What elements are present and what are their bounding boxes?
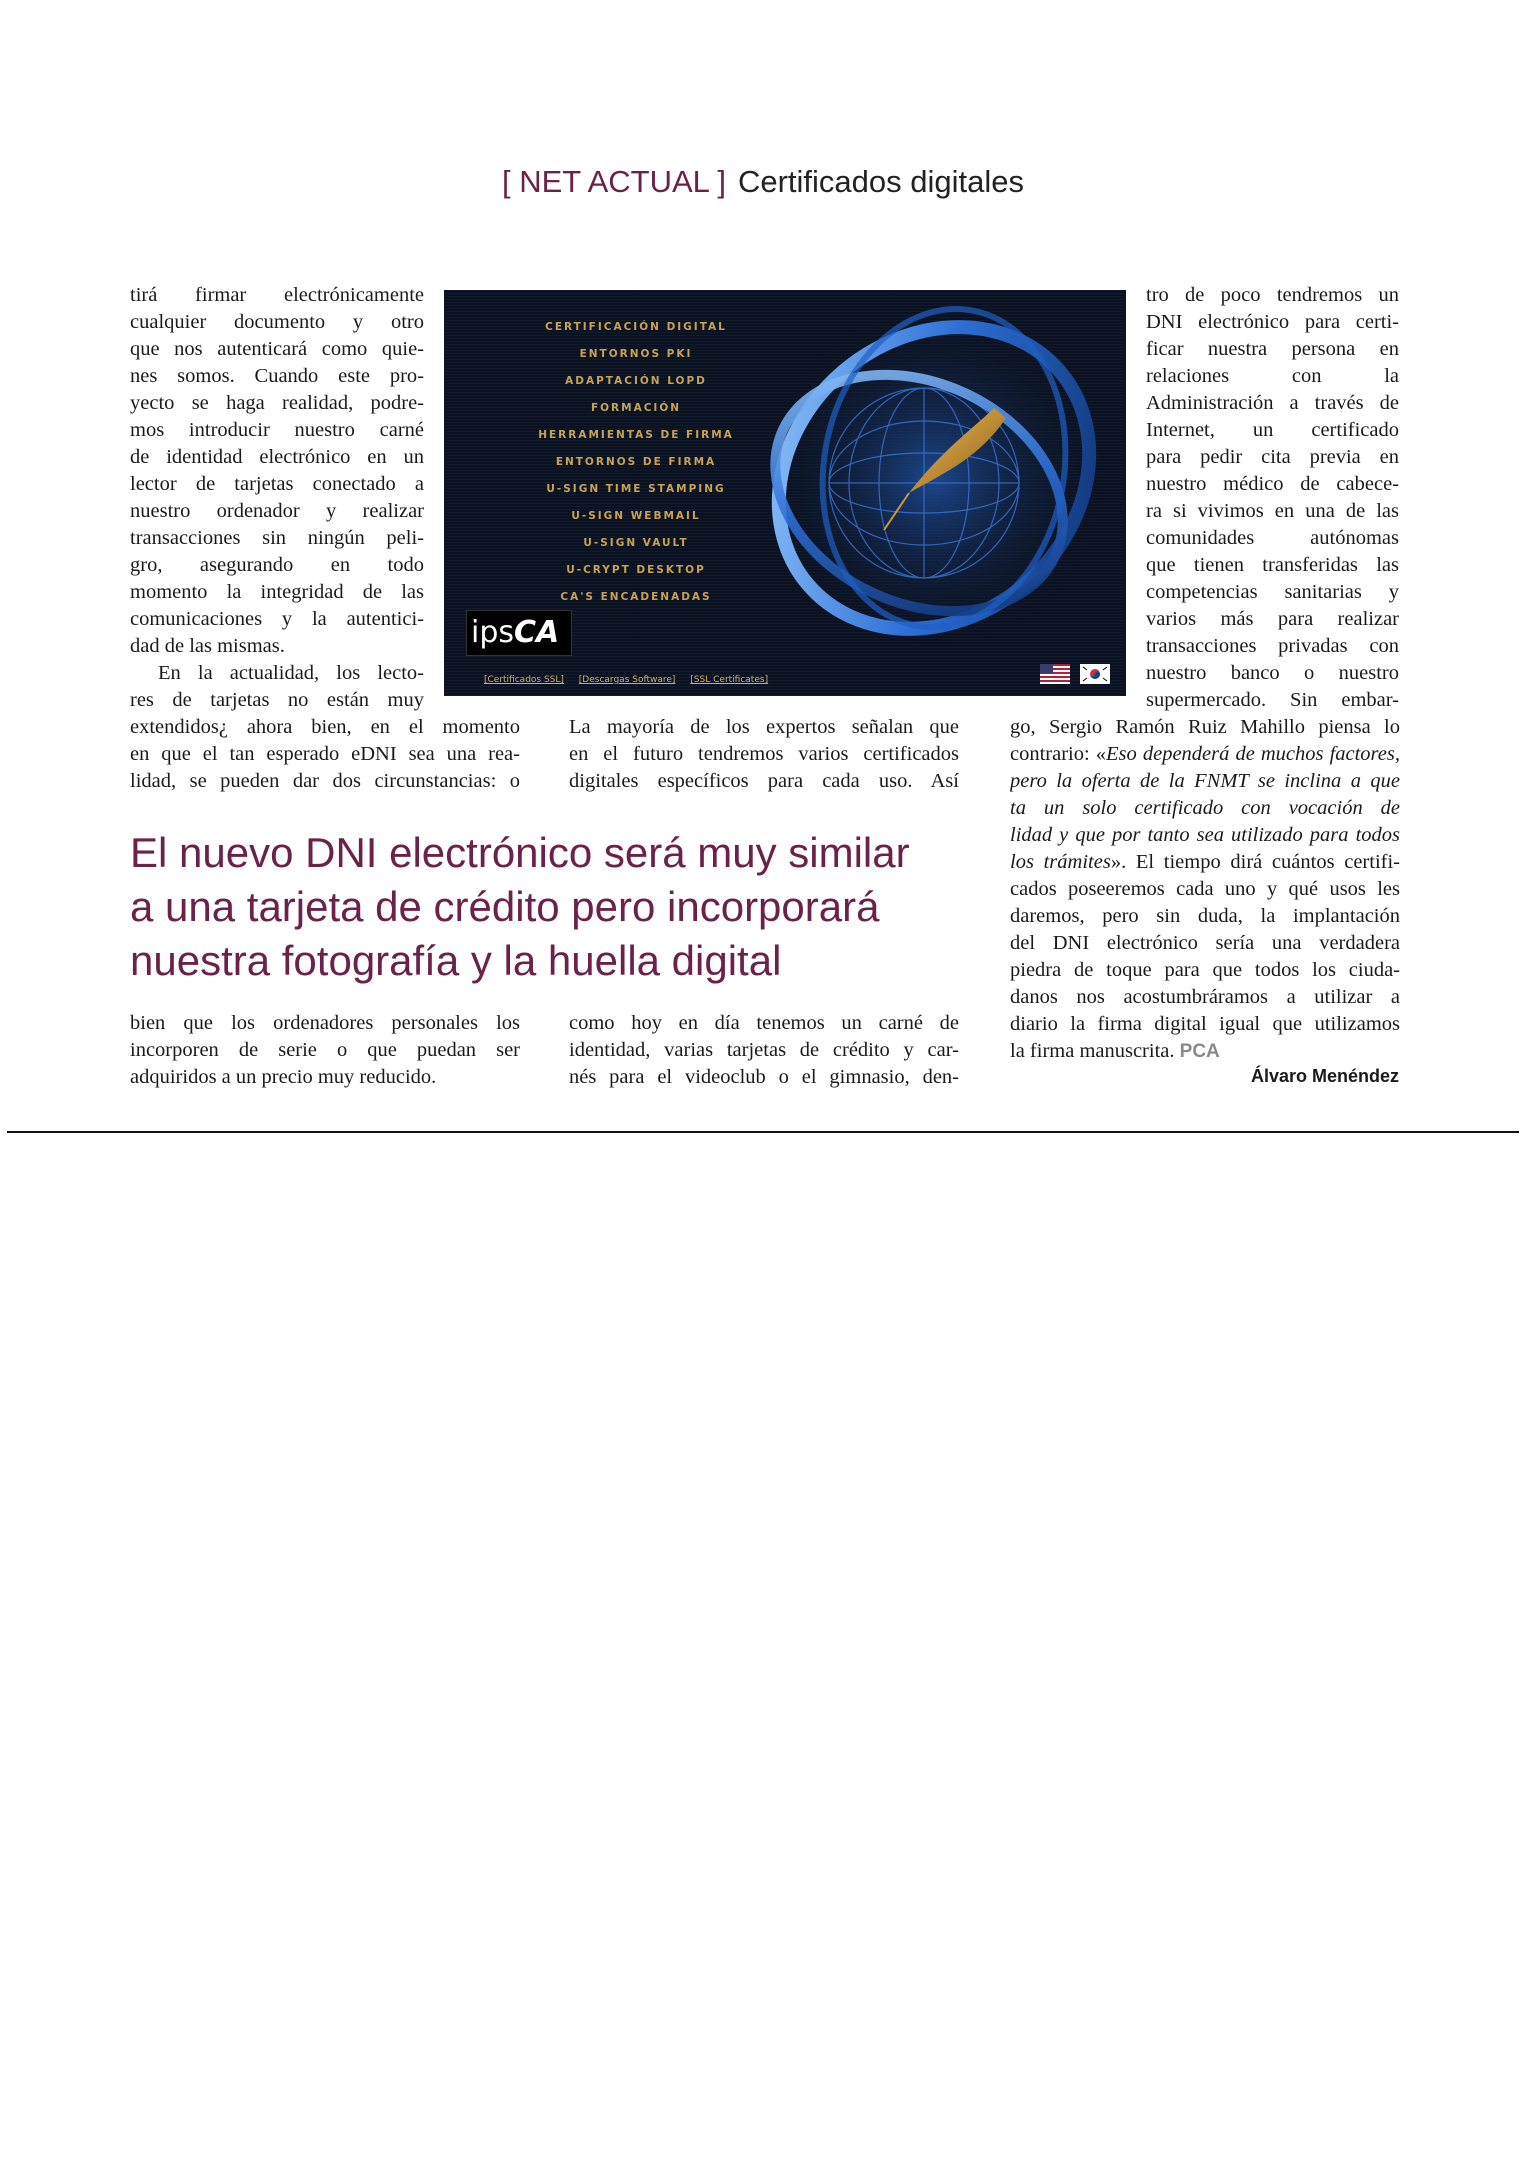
text-line: como hoy en día tenemos un carné de: [569, 1012, 959, 1034]
text-line: nuestro ordenador y realizar: [130, 500, 424, 522]
section-tag: [ NET ACTUAL ]: [502, 164, 726, 199]
ipsca-menu: [496, 314, 776, 611]
text-line: incorporen de serie o que puedan ser: [130, 1039, 520, 1061]
menu-item: U-SIGN TIME STAMPING: [546, 483, 726, 495]
text-line: en que el tan esperado eDNI sea una rea-: [130, 743, 520, 765]
text-line: momento la integridad de las: [130, 581, 424, 603]
text-run: la firma manuscrita.: [1010, 1040, 1180, 1062]
menu-item: ENTORNOS DE FIRMA: [555, 456, 717, 468]
text-line: daremos, pero sin duda, la implantación: [1010, 905, 1400, 927]
column-3-top: [1146, 282, 1399, 714]
text-line: cualquier documento y otro: [130, 311, 424, 333]
text-line: comunidades autónomas: [1146, 527, 1399, 549]
text-line: que nos autenticará como quie-: [130, 338, 424, 360]
text-line: res de tarjetas no están muy: [130, 689, 424, 711]
text-line: competencias sanitarias y: [1146, 581, 1399, 603]
text-line: extendidos¿ ahora bien, en el momento: [130, 716, 520, 738]
divider: [7, 1131, 1519, 1133]
quote-text: ta un solo certificado con vocación de: [1010, 797, 1400, 819]
ipsca-website-image: [444, 290, 1126, 696]
image-link: [SSL Certificates]: [690, 675, 769, 685]
kr-flag-icon: [1080, 664, 1110, 684]
column-2-top: [569, 714, 959, 795]
text-line: digitales específicos para cada uso. Así: [569, 770, 959, 792]
text-line: que tienen transferidas las: [1146, 554, 1399, 576]
text-line: transacciones privadas con: [1146, 635, 1399, 657]
text-line: ficar nuestra persona en: [1146, 338, 1399, 360]
text-line: identidad, varias tarjetas de crédito y car-: [569, 1039, 959, 1061]
text-line: varios más para realizar: [1146, 608, 1399, 630]
us-flag-icon: [1040, 664, 1070, 684]
menu-item: CA'S ENCADENADAS: [560, 591, 712, 603]
menu-item: HERRAMIENTAS DE FIRMA: [538, 429, 734, 441]
text-line: yecto se haga realidad, podre-: [130, 392, 424, 414]
menu-item: U-SIGN WEBMAIL: [571, 510, 701, 522]
text-line: para pedir cita previa en: [1146, 446, 1399, 468]
ipsca-logo: [466, 610, 572, 656]
text-line: nuestro banco o nuestro: [1146, 662, 1399, 684]
text-line: bien que los ordenadores personales los: [130, 1012, 520, 1034]
menu-item: U-SIGN VAULT: [583, 537, 689, 549]
text-line: comunicaciones y la autentici-: [130, 608, 424, 630]
text-line: de identidad electrónico en un: [130, 446, 424, 468]
pull-quote-line: nuestra fotografía y la huella digital: [130, 937, 782, 984]
text-line: mos introducir nuestro carné: [130, 419, 424, 441]
pull-quote-line: El nuevo DNI electrónico será muy similar: [130, 829, 910, 876]
quote-text: lidad y que por tanto sea utilizado para todos: [1010, 824, 1400, 846]
text-line: adquiridos a un precio muy reducido.: [130, 1066, 437, 1088]
text-line: supermercado. Sin embar-: [1146, 689, 1399, 711]
image-link: [Certificados SSL]: [484, 675, 564, 685]
text-line: piedra de toque para que todos los ciuda-: [1010, 959, 1400, 981]
section-header: [0, 164, 1526, 200]
text-line: diario la firma digital igual que utilizamos: [1010, 1013, 1400, 1035]
text-line: La mayoría de los expertos señalan que: [569, 716, 959, 738]
column-1-bottom: [130, 1010, 520, 1091]
column-1-top: [130, 282, 424, 714]
text-line: tirá firmar electrónicamente: [130, 284, 424, 306]
image-links: [484, 675, 780, 685]
text-run: contrario: «: [1010, 743, 1107, 765]
menu-item: FORMACIÓN: [590, 402, 682, 414]
text-line: DNI electrónico para certi-: [1146, 311, 1399, 333]
column-3-wide: [1010, 714, 1400, 1065]
menu-item: ADAPTACIÓN LOPD: [565, 375, 707, 387]
text-line: [1010, 741, 1400, 768]
text-line: danos nos acostumbráramos a utilizar a: [1010, 986, 1400, 1008]
quote-text: pero la oferta de la FNMT se inclina a que: [1010, 770, 1400, 792]
menu-item: CERTIFICACIÓN DIGITAL: [545, 321, 727, 333]
text-line: cados poseeremos cada uno y qué usos les: [1010, 878, 1400, 900]
text-line: Administración a través de: [1146, 392, 1399, 414]
text-line: Internet, un certificado: [1146, 419, 1399, 441]
text-line: nuestro médico de cabece-: [1146, 473, 1399, 495]
text-line: relaciones con la: [1146, 365, 1399, 387]
quote-text: los trámites: [1010, 851, 1111, 873]
globe-rings-icon: [744, 298, 1124, 658]
text-run: ». El tiempo dirá cuántos certifi-: [1110, 851, 1400, 873]
text-line: nes somos. Cuando este pro-: [130, 365, 424, 387]
publication-mark: PCA: [1179, 1041, 1220, 1062]
text-line: dad de las mismas.: [130, 635, 285, 657]
text-line: gro, asegurando en todo: [130, 554, 424, 576]
column-2-bottom: [569, 1010, 959, 1091]
text-line: En la actualidad, los lecto-: [158, 662, 424, 684]
text-line: go, Sergio Ramón Ruiz Mahillo piensa lo: [1010, 716, 1400, 738]
text-line: tro de poco tendremos un: [1146, 284, 1399, 306]
text-line: ra si vivimos en una de las: [1146, 500, 1399, 522]
section-subtitle: Certificados digitales: [737, 164, 1024, 199]
language-flags: [1034, 664, 1110, 684]
logo-suffix: CA: [514, 615, 560, 650]
text-line: del DNI electrónico sería una verdadera: [1010, 932, 1400, 954]
text-line: lidad, se pueden dar dos circunstancias: o: [130, 770, 520, 792]
pull-quote-line: a una tarjeta de crédito pero incorporará: [130, 883, 880, 930]
column-1-wide: [130, 714, 520, 795]
menu-item: ENTORNOS PKI: [579, 348, 693, 360]
text-line: en el futuro tendremos varios certificados: [569, 743, 959, 765]
text-line: lector de tarjetas conectado a: [130, 473, 424, 495]
text-line: [1010, 1038, 1400, 1065]
text-line: [1010, 849, 1400, 876]
image-link: [Descargas Software]: [578, 675, 676, 685]
pull-quote: [130, 826, 970, 988]
text-line: transacciones sin ningún peli-: [130, 527, 424, 549]
author-byline: Álvaro Menéndez: [1250, 1066, 1399, 1086]
quote-text: Eso dependerá de muchos factores,: [1106, 743, 1400, 765]
logo-prefix: ips: [471, 615, 515, 650]
text-line: nés para el videoclub o el gimnasio, den-: [569, 1066, 959, 1088]
menu-item: U-CRYPT DESKTOP: [566, 564, 706, 576]
